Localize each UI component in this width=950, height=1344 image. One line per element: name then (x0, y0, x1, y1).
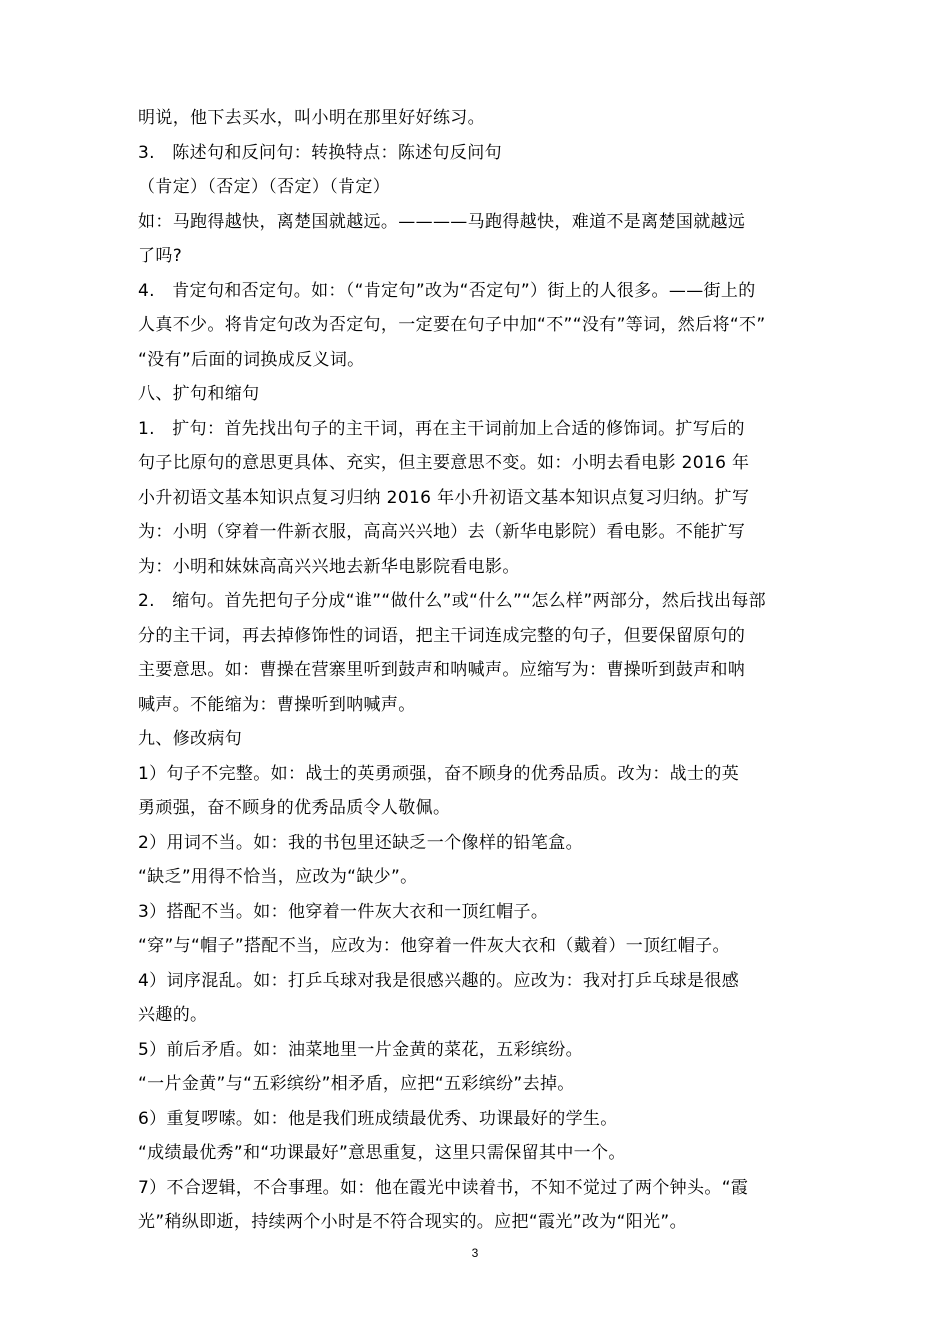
text-line: “一片金黄”与“五彩缤纷”相矛盾，应把“五彩缤纷”去掉。 (138, 1074, 575, 1094)
text-line: 4）词序混乱。如：打乒乓球对我是很感兴趣的。应改为：我对打乒乓球是很感 (138, 970, 740, 991)
text-line: “缺乏”用得不恰当，应改为“缺少”。 (138, 867, 418, 887)
text-line: 句子比原句的意思更具体、充实，但主要意思不变。如：小明去看电影 2016 年 (138, 453, 750, 473)
text-line: 4. 肯定句和否定句。如：（“肯定句”改为“否定句”）街上的人很多。——街上的 (138, 280, 756, 301)
text-line: 如：马跑得越快，离楚国就越远。————马跑得越快，难道不是离楚国就越远 (138, 211, 746, 232)
text-line: 兴趣的。 (138, 1005, 208, 1025)
text-line: 喊声。不能缩为：曹操听到呐喊声。 (138, 694, 416, 715)
text-line: 3）搭配不当。如：他穿着一件灰大衣和一顶红帽子。 (138, 901, 549, 922)
page-number: 3 (471, 1246, 479, 1260)
text-line: 主要意思。如：曹操在营寨里听到鼓声和呐喊声。应缩写为：曹操听到鼓声和呐 (138, 660, 746, 680)
text-line: 2. 缩句。首先把句子分成“谁”“做什么”或“什么”“怎么样”两部分，然后找出每部 (138, 591, 767, 611)
text-line: 7）不合逻辑，不合事理。如：他在霞光中读着书，不知不觉过了两个钟头。“霞 (138, 1177, 749, 1198)
text-line: 了吗? (138, 246, 183, 266)
section-heading: 九、修改病句 (138, 729, 243, 749)
text-line: “没有”后面的词换成反义词。 (138, 349, 365, 370)
text-line: 光”稍纵即逝，持续两个小时是不符合现实的。应把“霞光”改为“阳光”。 (138, 1212, 687, 1232)
section-heading: 八、扩句和缩句 (138, 384, 260, 404)
text-line: 3. 陈述句和反问句：转换特点：陈述句反问句 (138, 142, 502, 163)
text-line: 勇顽强，奋不顾身的优秀品质令人敬佩。 (138, 798, 451, 818)
text-line: 6）重复啰嗦。如：他是我们班成绩最优秀、功课最好的学生。 (138, 1108, 618, 1129)
text-line: 1. 扩句：首先找出句子的主干词，再在主干词前加上合适的修饰词。扩写后的 (138, 418, 745, 439)
text-line: 为：小明（穿着一件新衣服，高高兴兴地）去（新华电影院）看电影。不能扩写 (138, 522, 746, 542)
text-line: 1）句子不完整。如：战士的英勇顽强，奋不顾身的优秀品质。改为：战士的英 (138, 763, 740, 784)
text-line: 为：小明和妹妹高高兴兴地去新华电影院看电影。 (138, 556, 520, 577)
text-line: 2）用词不当。如：我的书包里还缺乏一个像样的铅笔盒。 (138, 832, 583, 853)
document-body (138, 101, 818, 1240)
text-line: 5）前后矛盾。如：油菜地里一片金黄的菜花，五彩缤纷。 (138, 1039, 583, 1060)
text-line: 分的主干词，再去掉修饰性的词语，把主干词连成完整的句子，但要保留原句的 (138, 625, 746, 646)
text-line: “穿”与“帽子”搭配不当，应改为：他穿着一件灰大衣和（戴着）一顶红帽子。 (138, 936, 730, 956)
text-line: 小升初语文基本知识点复习归纳 2016 年小升初语文基本知识点复习归纳。扩写 (138, 487, 750, 508)
text-line: （肯定）（否定）（否定）（肯定） (138, 177, 391, 197)
text-line: 明说，他下去买水，叫小明在那里好好练习。 (138, 108, 485, 128)
text-line: 人真不少。将肯定句改为否定句，一定要在句子中加“不”“没有”等词，然后将“不” (138, 315, 766, 335)
text-line: “成绩最优秀”和“功课最好”意思重复，这里只需保留其中一个。 (138, 1143, 626, 1163)
